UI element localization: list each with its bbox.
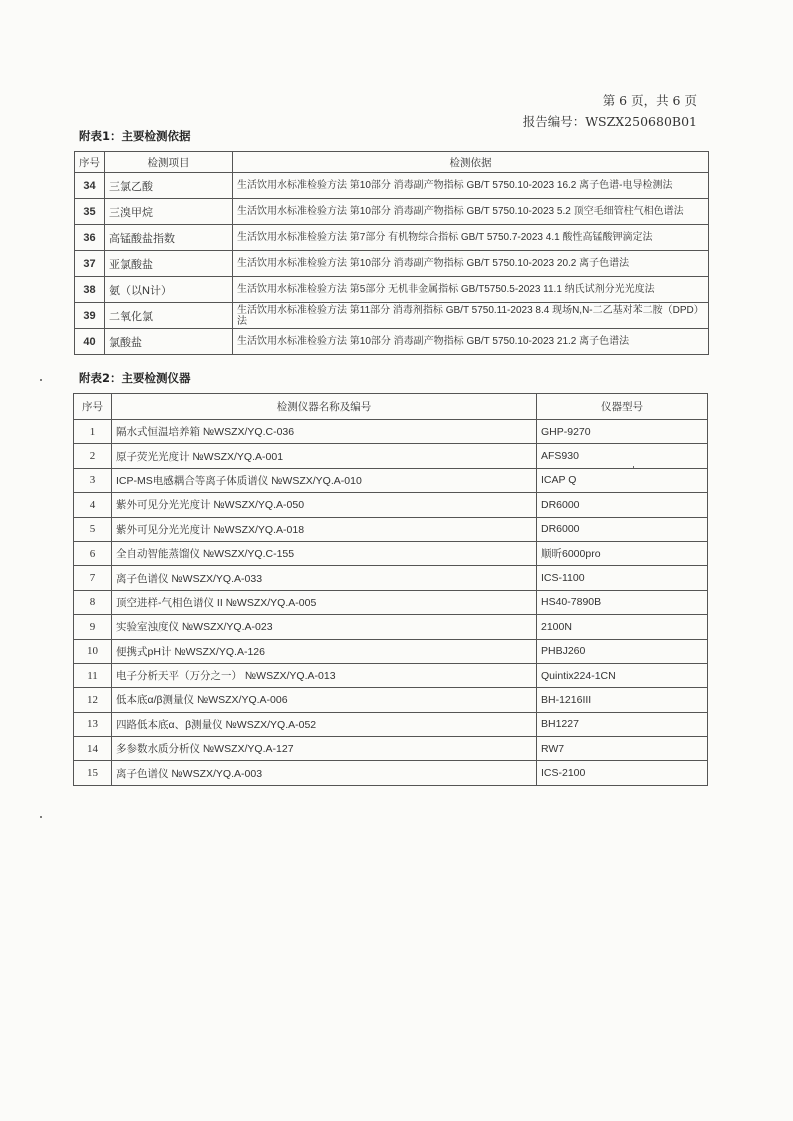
table-row (75, 225, 709, 251)
table-row (75, 251, 709, 277)
scan-mark (40, 379, 42, 381)
cell-instrument: 低本底α/β测量仪 №WSZX/YQ.A-006 (112, 688, 537, 712)
cell-seq: 1 (74, 420, 112, 444)
cell-seq: 2 (74, 444, 112, 468)
cell-model: 顺昕6000pro (537, 541, 708, 565)
cell-model: HS40-7890B (537, 590, 708, 614)
cell-model: ICS-1100 (537, 566, 708, 590)
page-number: 第 6 页，共 6 页 (602, 93, 697, 108)
table-row (75, 303, 709, 329)
cell-model: RW7 (537, 737, 708, 761)
table-row (74, 541, 708, 565)
table-row (74, 566, 708, 590)
cell-seq: 11 (74, 663, 112, 687)
cell-model: ICS-2100 (537, 761, 708, 785)
cell-instrument: 隔水式恒温培养箱 №WSZX/YQ.C-036 (112, 420, 537, 444)
cell-seq: 39 (75, 303, 105, 329)
cell-basis: 生活饮用水标准检验方法 第5部分 无机非金属指标 GB/T5750.5-2023 11.1 纳氏试剂分光光度法 (233, 277, 709, 303)
cell-seq: 12 (74, 688, 112, 712)
header-item: 检测项目 (105, 152, 233, 173)
cell-seq: 37 (75, 251, 105, 277)
cell-seq: 5 (74, 517, 112, 541)
header-basis: 检测依据 (233, 152, 709, 173)
cell-basis: 生活饮用水标准检验方法 第10部分 消毒副产物指标 GB/T 5750.10-2023 16.2 离子色谱-电导检测法 (233, 173, 709, 199)
cell-model: AFS930 (537, 444, 708, 468)
cell-instrument: 便携式pH计 №WSZX/YQ.A-126 (112, 639, 537, 663)
table-row (75, 173, 709, 199)
page-header (523, 90, 697, 132)
appendix1-table (74, 151, 709, 355)
header-instrument: 检测仪器名称及编号 (112, 394, 537, 420)
cell-seq: 36 (75, 225, 105, 251)
cell-model: DR6000 (537, 493, 708, 517)
cell-item: 高锰酸盐指数 (105, 225, 233, 251)
cell-instrument: 实验室浊度仪 №WSZX/YQ.A-023 (112, 615, 537, 639)
cell-item: 亚氯酸盐 (105, 251, 233, 277)
table-row (74, 615, 708, 639)
table-row (74, 737, 708, 761)
table-header-row (74, 394, 708, 420)
cell-seq: 3 (74, 468, 112, 492)
cell-basis: 生活饮用水标准检验方法 第10部分 消毒副产物指标 GB/T 5750.10-2023 5.2 顶空毛细管柱气相色谱法 (233, 199, 709, 225)
cell-seq: 15 (74, 761, 112, 785)
table-row (74, 420, 708, 444)
appendix2-table (73, 393, 708, 786)
table-row (75, 329, 709, 355)
cell-item: 三氯乙酸 (105, 173, 233, 199)
cell-seq: 4 (74, 493, 112, 517)
cell-instrument: 顶空进样-气相色谱仪 II №WSZX/YQ.A-005 (112, 590, 537, 614)
cell-seq: 13 (74, 712, 112, 736)
cell-model: PHBJ260 (537, 639, 708, 663)
cell-instrument: 离子色谱仪 №WSZX/YQ.A-033 (112, 566, 537, 590)
scan-mark (40, 816, 42, 818)
table-row (74, 663, 708, 687)
appendix1-caption: 附表1：主要检测依据 (79, 129, 191, 143)
table-row (74, 712, 708, 736)
appendix2-caption: 附表2：主要检测仪器 (79, 371, 191, 385)
table-row (74, 517, 708, 541)
cell-model: GHP-9270 (537, 420, 708, 444)
report-number: 报告编号：WSZX250680B01 (522, 114, 697, 129)
table-row (74, 468, 708, 492)
cell-basis: 生活饮用水标准检验方法 第11部分 消毒剂指标 GB/T 5750.11-2023 8.4 现场N,N-二乙基对苯二胺（DPD）法 (233, 303, 709, 329)
cell-instrument: 离子色谱仪 №WSZX/YQ.A-003 (112, 761, 537, 785)
header-model: 仪器型号 (537, 394, 708, 420)
cell-model: DR6000 (537, 517, 708, 541)
cell-seq: 9 (74, 615, 112, 639)
cell-model: BH1227 (537, 712, 708, 736)
table-header-row (75, 152, 709, 173)
cell-item: 氯酸盐 (105, 329, 233, 355)
cell-instrument: 四路低本底α、β测量仪 №WSZX/YQ.A-052 (112, 712, 537, 736)
cell-instrument: 紫外可见分光光度计 №WSZX/YQ.A-050 (112, 493, 537, 517)
cell-instrument: 多参数水质分析仪 №WSZX/YQ.A-127 (112, 737, 537, 761)
cell-seq: 6 (74, 541, 112, 565)
header-seq: 序号 (75, 152, 105, 173)
cell-item: 二氧化氯 (105, 303, 233, 329)
cell-instrument: 电子分析天平（万分之一） №WSZX/YQ.A-013 (112, 663, 537, 687)
table-row (74, 444, 708, 468)
scan-mark (633, 466, 634, 468)
cell-seq: 7 (74, 566, 112, 590)
table-row (74, 639, 708, 663)
cell-model: 2100N (537, 615, 708, 639)
cell-instrument: 原子荧光光度计 №WSZX/YQ.A-001 (112, 444, 537, 468)
cell-seq: 40 (75, 329, 105, 355)
table-row (74, 590, 708, 614)
cell-basis: 生活饮用水标准检验方法 第10部分 消毒副产物指标 GB/T 5750.10-2023 21.2 离子色谱法 (233, 329, 709, 355)
cell-basis: 生活饮用水标准检验方法 第7部分 有机物综合指标 GB/T 5750.7-2023 4.1 酸性高锰酸钾滴定法 (233, 225, 709, 251)
cell-instrument: ICP-MS电感耦合等离子体质谱仪 №WSZX/YQ.A-010 (112, 468, 537, 492)
cell-seq: 14 (74, 737, 112, 761)
cell-seq: 34 (75, 173, 105, 199)
cell-item: 氨（以N计） (105, 277, 233, 303)
cell-seq: 8 (74, 590, 112, 614)
cell-seq: 35 (75, 199, 105, 225)
cell-instrument: 紫外可见分光光度计 №WSZX/YQ.A-018 (112, 517, 537, 541)
cell-model: ICAP Q (537, 468, 708, 492)
table-row (75, 277, 709, 303)
cell-basis: 生活饮用水标准检验方法 第10部分 消毒副产物指标 GB/T 5750.10-2023 20.2 离子色谱法 (233, 251, 709, 277)
header-seq: 序号 (74, 394, 112, 420)
table-row (75, 199, 709, 225)
table-row (74, 761, 708, 785)
cell-seq: 10 (74, 639, 112, 663)
cell-model: Quintix224-1CN (537, 663, 708, 687)
table-row (74, 688, 708, 712)
cell-instrument: 全自动智能蒸馏仪 №WSZX/YQ.C-155 (112, 541, 537, 565)
cell-model: BH-1216III (537, 688, 708, 712)
table-row (74, 493, 708, 517)
cell-seq: 38 (75, 277, 105, 303)
cell-item: 三溴甲烷 (105, 199, 233, 225)
